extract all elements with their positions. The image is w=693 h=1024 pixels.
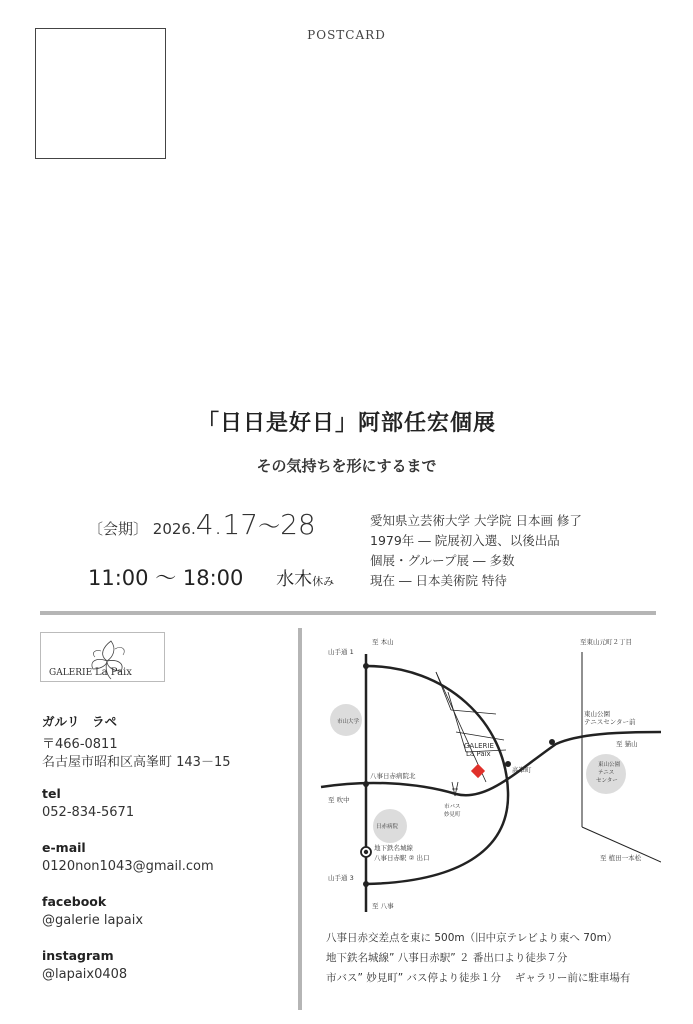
map-label: 市バス <box>444 804 461 810</box>
map-label: センター <box>596 778 618 784</box>
map-label: 至 猫山 <box>616 740 638 748</box>
opening-hours <box>88 562 334 592</box>
closed-days-value: 水木 <box>276 569 313 590</box>
map-label: 市山大学 <box>337 719 360 725</box>
map-label: 八事日赤駅 ② 出口 <box>374 854 430 862</box>
intersection-dot <box>363 663 369 669</box>
access-directions <box>326 928 630 988</box>
exhibition-subtitle: その気持ちを形にするまで <box>256 457 437 475</box>
hours-text: 11:00 ～ 18:00 <box>88 566 244 590</box>
access-map <box>316 632 661 917</box>
map-label: 妙見町 <box>444 812 461 818</box>
intersection-dot <box>549 739 555 745</box>
logo-main: GALERIE <box>49 668 93 678</box>
email-address: 0120non1043@gmail.com <box>42 859 214 874</box>
intersection-dot <box>363 881 369 887</box>
map-label: 山手通 3 <box>328 874 354 882</box>
profile-line: 個展・グループ展 ― 多数 <box>370 553 515 568</box>
closed-suffix: 休み <box>312 575 335 588</box>
map-label: 至 本山 <box>372 638 394 646</box>
instagram-handle: @lapaix0408 <box>42 967 128 982</box>
intersection-dot <box>363 781 369 787</box>
map-label: 高峯町 <box>512 766 532 774</box>
map-label: 至 吹中 <box>328 796 350 804</box>
instagram-label: instagram <box>42 948 114 963</box>
tel-number: 052-834-5671 <box>42 805 135 820</box>
map-label: 八事日赤病院北 <box>370 772 416 780</box>
map-label: 東山公園 <box>598 762 621 768</box>
address: 名古屋市昭和区高峯町 143－15 <box>42 755 231 770</box>
facebook-handle: @galerie lapaix <box>42 913 144 928</box>
closed-days <box>276 569 334 590</box>
map-label: La Paix <box>466 750 491 758</box>
postcard-label: POSTCARD <box>307 28 386 42</box>
map-label: テニス <box>598 770 615 776</box>
period-label: 〔会期〕 <box>88 520 149 538</box>
access-line: 八事日赤交差点を東に 500m（旧中京テレビより東へ 70m） <box>326 932 618 944</box>
facebook-label: facebook <box>42 894 107 909</box>
map-label: 至 八事 <box>372 902 394 910</box>
profile-line: 愛知県立芸術大学 大学院 日本画 修了 <box>370 513 582 528</box>
intersection-dot <box>505 761 511 767</box>
postal-code: 〒466-0811 <box>42 737 118 752</box>
horizontal-divider <box>40 611 656 615</box>
map-label: 山手通 1 <box>328 648 354 656</box>
map-label: GALERIE <box>464 742 494 750</box>
tel-label: tel <box>42 786 61 801</box>
map-label: 地下鉄名城線 <box>374 844 413 852</box>
period-end: 28 <box>280 508 316 541</box>
subway-dot <box>364 850 368 854</box>
logo-sub: La Paix <box>95 667 132 678</box>
period-year: 2026. <box>152 520 196 538</box>
access-line: 地下鉄名城線” 八事日赤駅” ２ 番出口より徒歩７分 <box>326 952 568 964</box>
stamp-box <box>35 28 166 159</box>
gallery-logo-text <box>49 667 132 678</box>
map-label: 至東山元町２丁目 <box>580 638 632 646</box>
map-label: テニスセンター前 <box>584 718 636 726</box>
exhibition-period <box>88 508 316 541</box>
map-label: 日赤病院 <box>376 824 399 830</box>
vertical-divider <box>298 628 302 1010</box>
map-label: 至 植田一本松 <box>600 854 642 862</box>
email-label: e-mail <box>42 840 86 855</box>
exhibition-title: 「日日是好日」阿部任宏個展 <box>196 410 496 436</box>
gallery-name-kana: ガルリ ラペ <box>42 714 118 729</box>
profile-line: 1979年 ― 院展初入選、以後出品 <box>370 533 560 548</box>
profile-line: 現在 ― 日本美術院 特待 <box>370 573 507 588</box>
map-label: 東山公園 <box>584 710 610 718</box>
period-start: 4.17 <box>195 508 259 541</box>
artist-profile <box>370 511 582 591</box>
access-line: 市バス” 妙見町” バス停より徒歩１分 ギャラリー前に駐車場有 <box>326 972 631 984</box>
period-separator: ～ <box>258 515 281 540</box>
